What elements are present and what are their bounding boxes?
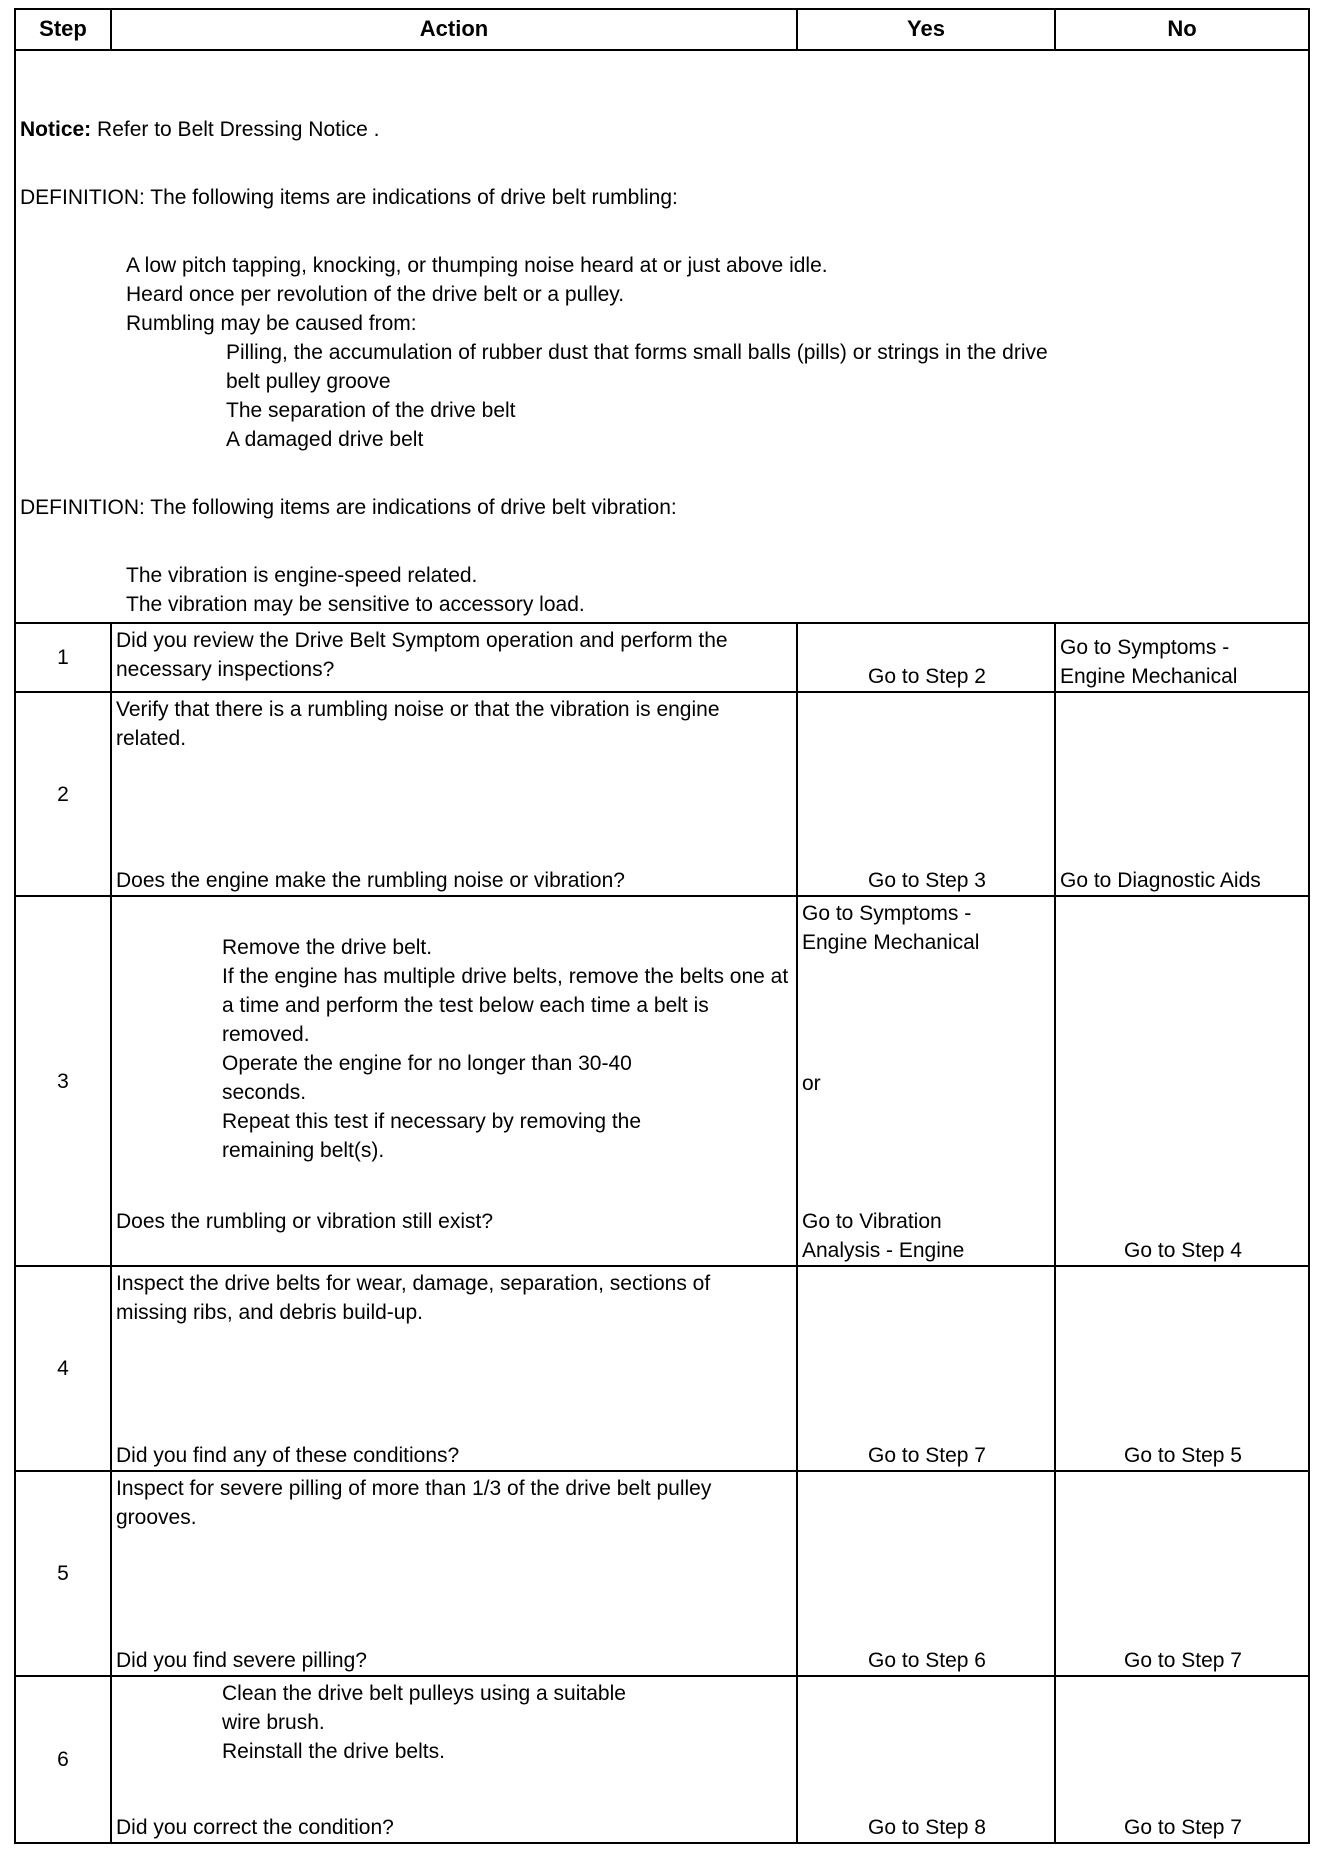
list-item: The vibration may be sensitive to accessory load. [126, 593, 585, 616]
list-item: If the engine has multiple drive belts, remove the belts one at a time and perform the test below each time a belt is removed. [222, 965, 789, 1046]
header-yes: Yes [796, 10, 1054, 49]
header-action: Action [110, 10, 796, 49]
list-item: Remove the drive belt. [222, 936, 433, 959]
diagnostic-table [14, 8, 1310, 1844]
list-item: Repeat this test if necessary by removing the remaining belt(s). [222, 1110, 642, 1162]
step-number: 3 [57, 1069, 69, 1093]
notice-text: Refer to Belt Dressing Notice . [91, 118, 380, 141]
question-text: Did you find any of these conditions? [116, 1444, 460, 1467]
table-row [16, 622, 1308, 691]
step-number: 6 [57, 1748, 69, 1771]
table-row [16, 691, 1308, 895]
yes-text: Go to Step 3 [868, 869, 986, 892]
list-item: The separation of the drive belt [226, 399, 516, 422]
question-text: Does the engine make the rumbling noise or vibration? [116, 869, 625, 892]
no-text: Go to Step 5 [1124, 1444, 1242, 1467]
action-text: Inspect for severe pilling of more than 1/3 of the drive belt pulley grooves. [116, 1477, 712, 1529]
no-text: Go to Step 4 [1124, 1239, 1242, 1262]
yes-text: Go to Step 7 [868, 1444, 986, 1467]
yes-text: Go to Step 8 [868, 1816, 986, 1839]
notice-label: Notice: [20, 118, 92, 141]
no-text: Go to Diagnostic Aids [1060, 869, 1261, 892]
table-header [16, 10, 1308, 51]
intro-section [16, 51, 1308, 622]
definition-rumbling: DEFINITION: The following items are indications of drive belt rumbling: [20, 186, 678, 209]
header-step: Step [39, 16, 87, 41]
yes-text: Go to Symptoms - Engine Mechanical [802, 902, 980, 954]
list-item: Pilling, the accumulation of rubber dust that forms small balls (pills) or strings in the drive belt pulley groove [226, 341, 1048, 393]
no-text: Go to Symptoms - Engine Mechanical [1060, 636, 1238, 688]
list-item: Clean the drive belt pulleys using a suitable wire brush. [222, 1682, 626, 1734]
definition-vibration: DEFINITION: The following items are indications of drive belt vibration: [20, 496, 677, 519]
header-no: No [1054, 10, 1308, 49]
yes-text: Go to Vibration Analysis - Engine [802, 1210, 965, 1262]
list-item: Operate the engine for no longer than 30-40 seconds. [222, 1052, 632, 1104]
action-text: Inspect the drive belts for wear, damage, separation, sections of missing ribs, and debris build-up. [116, 1272, 711, 1324]
table-row [16, 1675, 1308, 1842]
list-item: A low pitch tapping, knocking, or thumping noise heard at or just above idle. [126, 254, 828, 277]
list-item: The vibration is engine-speed related. [126, 564, 478, 587]
yes-text: Go to Step 6 [868, 1649, 986, 1672]
step-number: 1 [57, 646, 69, 669]
list-item: A damaged drive belt [226, 428, 424, 451]
question-text: Did you find severe pilling? [116, 1649, 367, 1672]
yes-or: or [802, 1072, 821, 1095]
yes-text: Go to Step 2 [868, 665, 986, 688]
no-text: Go to Step 7 [1124, 1649, 1242, 1672]
list-item: Reinstall the drive belts. [222, 1740, 445, 1763]
step-number: 4 [57, 1357, 69, 1380]
table-row [16, 1265, 1308, 1470]
question-text: Does the rumbling or vibration still exist? [116, 1210, 493, 1233]
table-row [16, 1470, 1308, 1675]
table-row [16, 895, 1308, 1265]
notice [20, 115, 1304, 144]
step-number: 5 [57, 1562, 69, 1585]
action-text: Verify that there is a rumbling noise or that the vibration is engine related. [116, 698, 720, 750]
list-item: Heard once per revolution of the drive belt or a pulley. [126, 283, 625, 306]
list-item: Rumbling may be caused from: [126, 312, 417, 335]
action-text: Did you review the Drive Belt Symptom operation and perform the necessary inspections? [116, 629, 728, 681]
no-text: Go to Step 7 [1124, 1816, 1242, 1839]
step-number: 2 [57, 782, 69, 806]
question-text: Did you correct the condition? [116, 1816, 394, 1839]
